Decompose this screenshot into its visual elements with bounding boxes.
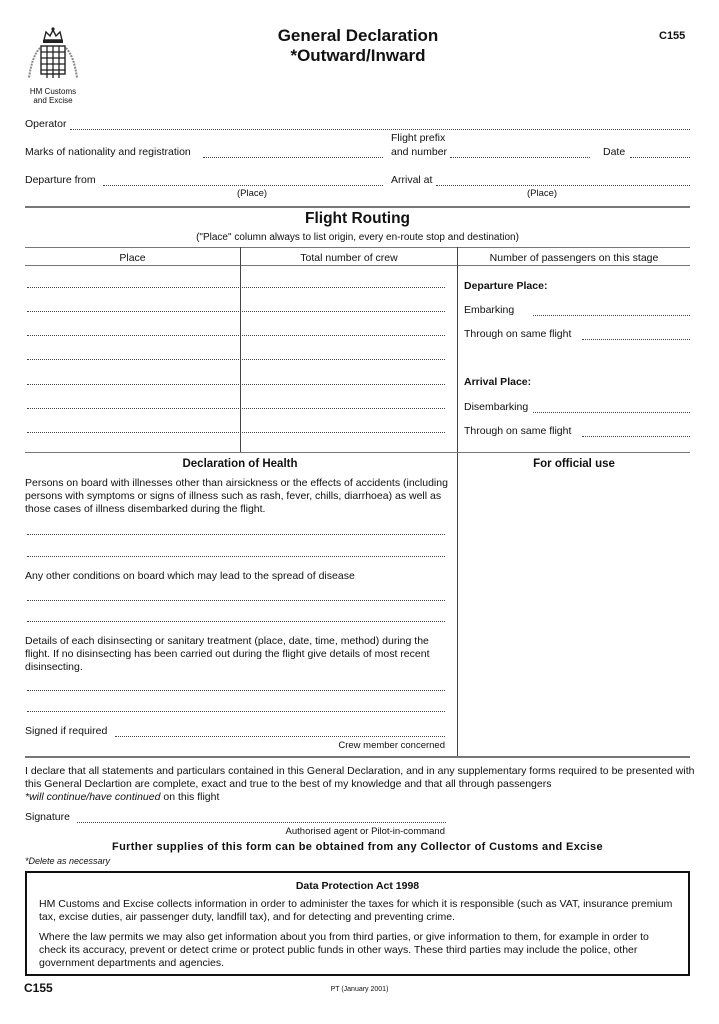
through-departure-label: Through on same flight <box>464 328 574 341</box>
column-header-passengers: Number of passengers on this stage <box>489 252 659 264</box>
portcullis-crown-icon <box>24 26 82 86</box>
divider <box>25 756 690 758</box>
logo-text: and Excise <box>33 96 73 105</box>
health-question-disinsecting: Details of each disinsecting or sanitary treatment (place, date, time, method) during the flight. If no disinsecting has been carried out during the flight give details of most recent disinsecting. <box>25 635 430 673</box>
routing-row-field[interactable] <box>27 311 445 312</box>
divider <box>25 265 690 266</box>
through-arrival-label: Through on same flight <box>464 425 574 438</box>
divider <box>25 247 690 248</box>
column-divider <box>457 247 458 757</box>
embarking-field[interactable] <box>533 315 690 316</box>
column-divider <box>240 247 241 453</box>
date-field[interactable] <box>630 157 690 158</box>
divider <box>25 206 690 208</box>
marks-label: Marks of nationality and registration <box>25 146 194 159</box>
page-subtitle: *Outward/Inward <box>290 46 426 65</box>
footer-code: C155 <box>24 981 53 995</box>
routing-row-field[interactable] <box>27 408 445 409</box>
data-protection-para1: HM Customs and Excise collects information in order to administer the taxes for which it is responsible (such as VAT, insurance premium tax, excise duties, air passenger duty, landfill tax), and for detecting and preventing crime. <box>39 898 673 923</box>
arrival-label: Arrival at <box>391 174 433 186</box>
departure-field[interactable] <box>103 185 383 186</box>
page-title: General Declaration <box>277 26 439 45</box>
signature-label: Signature <box>25 811 73 824</box>
health-title: Declaration of Health <box>182 458 298 470</box>
signature-field[interactable] <box>77 822 446 823</box>
routing-row-field[interactable] <box>27 384 445 385</box>
declaration-italic: *will continue/have continued <box>25 791 161 803</box>
embarking-label: Embarking <box>464 304 515 316</box>
flight-number-label: and number <box>391 146 448 158</box>
date-label: Date <box>603 146 628 159</box>
departure-place-hint: (Place) <box>237 188 268 199</box>
conditions-field-1[interactable] <box>27 600 445 601</box>
hmce-logo <box>24 26 82 86</box>
marks-field[interactable] <box>203 157 383 158</box>
routing-note: ("Place" column always to list origin, every en-route stop and destination) <box>196 232 519 243</box>
disembarking-label: Disembarking <box>464 401 529 413</box>
disembarking-field[interactable] <box>533 412 690 413</box>
declaration-text <box>25 765 697 804</box>
illness-field-1[interactable] <box>27 534 445 535</box>
conditions-field-2[interactable] <box>27 621 445 622</box>
disinsecting-field-2[interactable] <box>27 711 445 712</box>
supplies-note: Further supplies of this form can be obtained from any Collector of Customs and Excise <box>112 841 603 853</box>
declaration-body: I declare that all statements and particulars contained in this General Declaration, and in any supplementary forms required to be presented with this General Declartion are complete, exact and true to the best of my knowledge and that all through passengers <box>25 765 695 790</box>
departure-place-heading: Departure Place: <box>464 280 548 292</box>
flight-prefix-label: Flight prefix <box>391 132 446 144</box>
data-protection-para2: Where the law permits we may also get information about you from third parties, or give information to them, for example in order to check its accuracy, prevent or detect crime or protect public funds in other ways. These third parties may include the police, other government departments and agencies. <box>39 931 649 969</box>
footer-edition: PT (January 2001) <box>330 986 389 993</box>
flight-number-field[interactable] <box>450 157 590 158</box>
data-protection-title: Data Protection Act 1998 <box>295 880 420 892</box>
data-protection-box <box>25 871 690 976</box>
through-departure-field[interactable] <box>582 339 690 340</box>
arrival-place-hint: (Place) <box>527 188 558 199</box>
divider <box>25 452 690 453</box>
arrival-place-heading: Arrival Place: <box>464 376 532 388</box>
departure-label: Departure from <box>25 174 99 187</box>
operator-field[interactable] <box>70 129 690 130</box>
official-use-title: For official use <box>533 458 615 470</box>
disinsecting-field-1[interactable] <box>27 690 445 691</box>
declaration-tail: on this flight <box>160 791 220 803</box>
arrival-field[interactable] <box>436 185 690 186</box>
signed-field[interactable] <box>115 736 445 737</box>
routing-row-field[interactable] <box>27 359 445 360</box>
illness-field-2[interactable] <box>27 556 445 557</box>
delete-note: *Delete as necessary <box>25 856 111 866</box>
routing-row-field[interactable] <box>27 432 445 433</box>
logo-text: HM Customs <box>29 87 77 96</box>
signed-label: Signed if required <box>25 725 110 738</box>
column-header-crew: Total number of crew <box>300 252 398 264</box>
routing-title: Flight Routing <box>304 210 411 227</box>
routing-row-field[interactable] <box>27 287 445 288</box>
through-arrival-field[interactable] <box>582 436 690 437</box>
routing-row-field[interactable] <box>27 335 445 336</box>
health-question-conditions: Any other conditions on board which may lead to the spread of disease <box>25 570 355 582</box>
signer-hint: Authorised agent or Pilot-in-command <box>285 826 445 837</box>
crew-member-hint: Crew member concerned <box>338 740 445 751</box>
column-header-place: Place <box>119 252 146 264</box>
form-code: C155 <box>659 30 686 42</box>
operator-label: Operator <box>25 118 67 130</box>
health-question-illness: Persons on board with illnesses other than airsickness or the effects of accidents (including persons with symptoms or signs of illness such as rash, fever, chills, diarrhoea) as well as those cases of illness disembarked during the flight. <box>25 477 448 515</box>
